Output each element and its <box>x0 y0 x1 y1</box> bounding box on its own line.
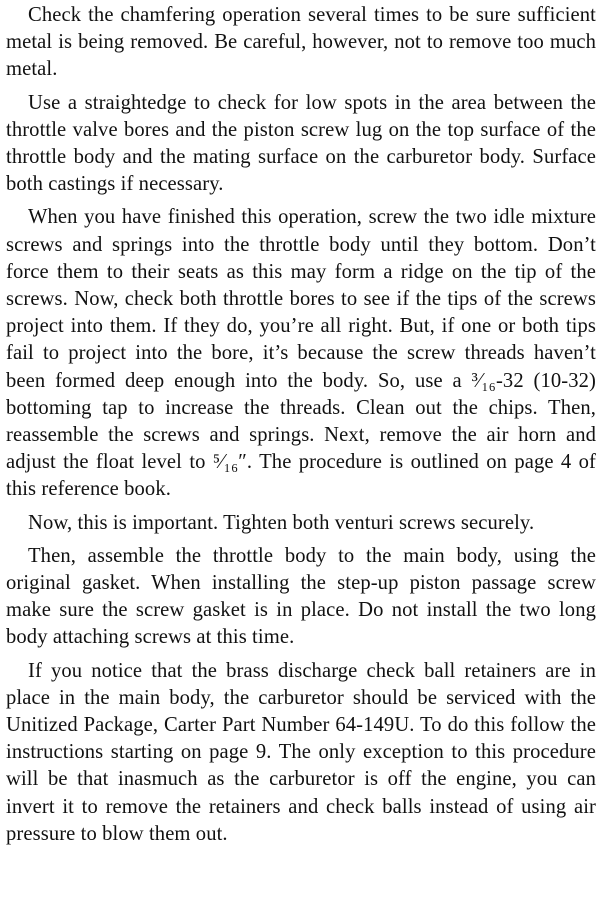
paragraph-idle-mixture-screws: When you have finished this operation, screw the two idle mixture screws and springs into the throttle body until they bottom. Don’t force them to their seats as this may form a ridge on the tip of the screws. Now, check both throttle bores to see if the tips of the screws project into them. If they do, you’re all right. But, if one or both tips fail to project into the bore, it’s because the screw threads haven’t been formed deep enough into the body. So, use a ³⁄₁₆-32 (10-32) bottoming tap to increase the threads. Clean out the chips. Then, reassemble the screws and springs. Next, remove the air horn and adjust the float level to ⁵⁄₁₆″. The procedure is outlined on page 4 of this reference book. <box>6 206 596 501</box>
document-page <box>6 2 596 854</box>
paragraph-unitized-package: If you notice that the brass discharge check ball retainers are in place in the main body, the carburetor should be serviced with the Unitized Package, Carter Part Number 64-149U. To do this follow the instructions starting on page 9. The only exception to this procedure will be that inasmuch as the carburetor is off the engine, you can invert it to remove the retainers and check balls instead of using air pressure to blow them out. <box>6 659 596 845</box>
paragraph-straightedge-check: Use a straightedge to check for low spots in the area between the throttle valve bores and the piston screw lug on the top surface of the throttle body and the mating surface on the carburetor body. Surface both castings if necessary. <box>6 91 596 196</box>
paragraph-venturi-screws: Now, this is important. Tighten both venturi screws securely. <box>28 511 535 534</box>
paragraph-chamfering-check: Check the chamfering operation several times to be sure sufficient metal is being removed. Be careful, however, not to remove too much metal. <box>6 4 596 81</box>
paragraph-assemble-throttle-body: Then, assemble the throttle body to the main body, using the original gasket. When installing the step-up piston passage screw make sure the screw gasket is in place. Do not install the two long body attaching screws at this time. <box>6 544 596 649</box>
